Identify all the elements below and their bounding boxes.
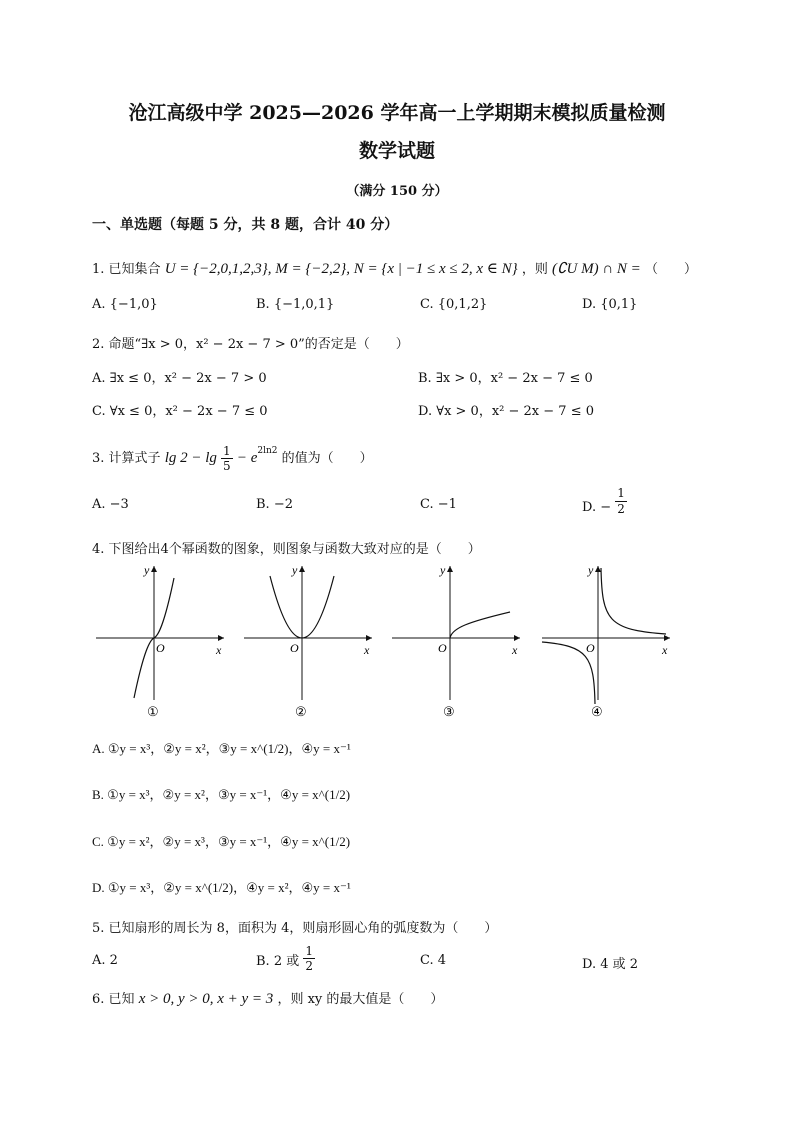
section-heading: 一、单选题（每题 5 分，共 8 题，合计 40 分） [92,217,399,233]
q2-option-b: B. ∃x > 0，x² − 2x − 7 ≤ 0 [418,371,593,386]
q1-blank: （ ） [644,262,697,277]
q2-option-c: C. ∀x ≤ 0，x² − 2x − 7 ≤ 0 [92,404,268,419]
q5-option-b: B. 2 或 $\frac{1}{2}$ [256,944,314,973]
q2-option-a: A. ∃x ≤ 0，x² − 2x − 7 > 0 [92,371,267,386]
q1-option-c: C. {0,1,2} [420,297,488,312]
question-2: 2. 命题“∃x > 0，x² − 2x − 7 > 0”的否定是（ ） [92,337,409,352]
question-5: 5. 已知扇形的周长为 8，面积为 4，则扇形圆心角的弧度数为（ ） [92,921,498,936]
q4-option-a: A. ①y = x³，②y = x²，③y = x^(1/2)，④y = x⁻¹ [92,741,351,756]
graph-3 [388,560,528,720]
q3-option-c: C. −1 [420,497,457,512]
origin-label: O [438,641,447,655]
question-4: 4. 下图给出4个幂函数的图象，则图象与函数大致对应的是（ ） [92,542,481,557]
q4-option-c: C. ①y = x²，②y = x³，③y = x⁻¹，④y = x^(1/2) [92,834,351,849]
graph-4 [538,560,678,720]
q3-option-b: B. −2 [256,497,293,512]
q4-option-b: B. ①y = x³，②y = x²，③y = x⁻¹，④y = x^(1/2) [92,787,351,802]
curve-sqrt [450,612,510,638]
q3-exponent: 2ln2 [257,445,278,456]
exam-subtitle: 数学试题 [358,140,435,162]
y-label: y [292,563,298,577]
question-6: 6. 已知 x > 0, y > 0, x + y = 3 ，则 xy 的最大值是（ ） [92,991,444,1007]
y-label: y [588,563,594,577]
score-note: （满分 150 分） [346,184,448,199]
q3-optd-fraction: $\frac{1}{2}$ [617,486,625,516]
graph-4-label: ④ [591,704,603,719]
q1-option-d: D. {0,1} [582,297,638,312]
q2-option-d: D. ∀x > 0，x² − 2x − 7 ≤ 0 [418,404,594,419]
x-label: x [364,643,370,657]
q6-condition: x > 0, y > 0, x + y = 3 [138,991,274,1007]
q4-option-d: D. ①y = x³，②y = x^(1/2)，④y = x²，④y = x⁻¹ [92,880,351,895]
q1-option-a: A. {−1,0} [92,297,158,312]
q3-expr-b: − e [236,450,258,466]
q1-expression: (∁U M) ∩ N = [551,261,641,277]
x-label: x [662,643,668,657]
origin-label: O [290,641,299,655]
q3-fraction: $\frac{1}{5}$ [223,444,231,473]
graph-1-label: ① [147,704,159,719]
q5-option-c: C. 4 [420,953,447,968]
q1-sets: U = {−2,0,1,2,3}, M = {−2,2}, N = {x | −1 ≤ x ≤ 2, x ∈ N} [164,261,518,277]
exam-title: 沧江高级中学 2025—2026 学年高一上学期期末模拟质量检测 [128,102,666,124]
question-3 [92,438,373,472]
y-label: y [440,563,446,577]
q1-stem: 1. 已知集合 [92,262,161,277]
origin-label: O [156,641,165,655]
q1-tail: ，则 [521,262,548,277]
curve-hyperbola-right [601,568,666,634]
y-label: y [144,563,150,577]
graph-2 [240,560,380,720]
q5-optb-fraction: $\frac{1}{2}$ [305,944,314,973]
q3-stem-post: 的值为（ ） [281,451,373,466]
x-label: x [512,643,518,657]
question-1 [92,258,697,278]
graph-2-label: ② [295,704,307,719]
q3-option-a: A. −3 [92,497,129,512]
q5-option-a: A. 2 [92,953,118,968]
origin-label: O [586,641,595,655]
q3-stem: 3. 计算式子 [92,451,161,466]
q3-option-d: D. − $\frac{1}{2}$ [582,486,625,516]
graph-3-label: ③ [443,704,455,719]
q1-option-b: B. {−1,0,1} [256,297,335,312]
q3-expr-a: lg 2 − lg [164,450,217,466]
graph-1 [92,560,232,720]
x-label: x [216,643,222,657]
q5-option-d: D. 4 或 2 [582,957,639,972]
